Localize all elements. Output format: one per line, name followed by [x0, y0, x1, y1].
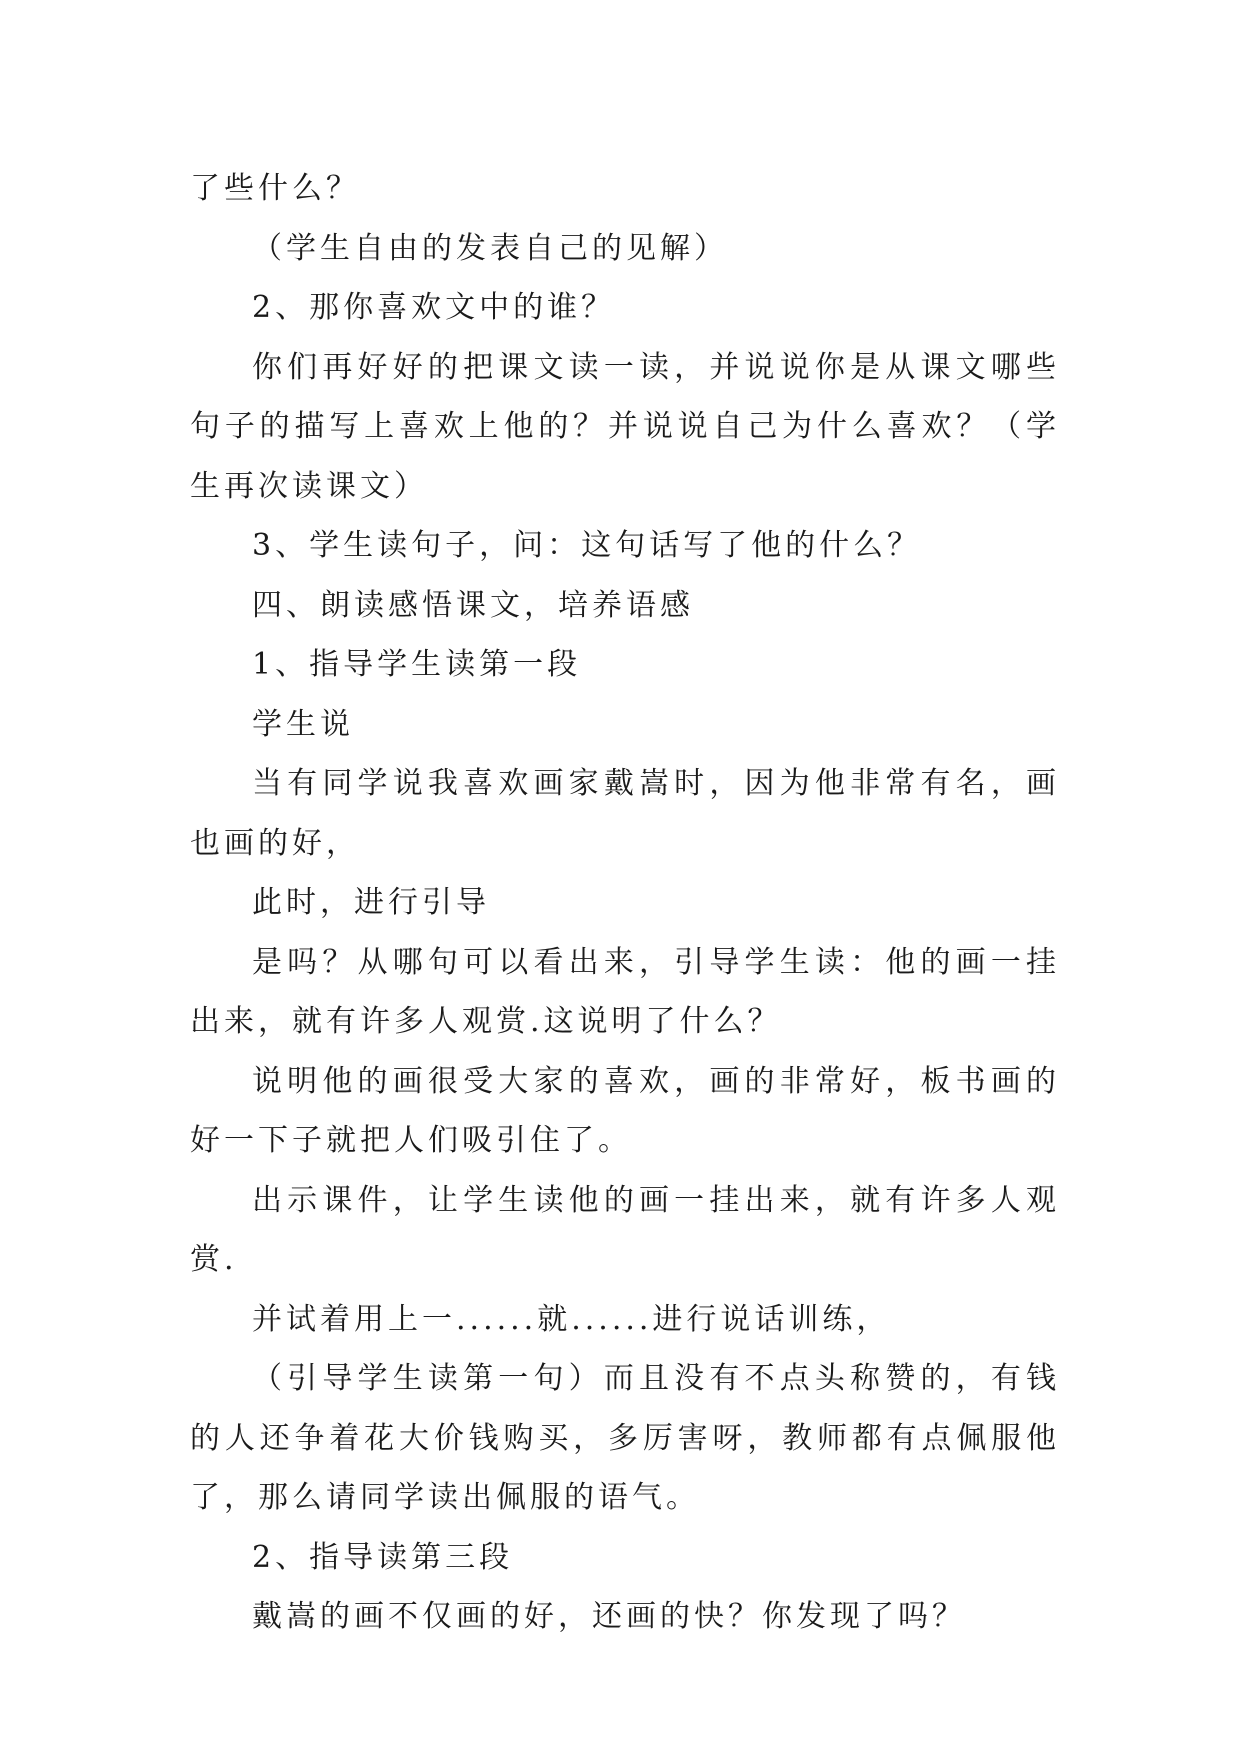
paragraph-3: 2、那你喜欢文中的谁？ [252, 290, 616, 325]
paragraph-14: 并试着用上一......就......进行说话训练， [252, 1301, 891, 1337]
paragraph-1: 了些什么？ [190, 171, 360, 206]
paragraph-11: 是吗？从哪句可以看出来，引导学生读：他的画一挂出来，就有许多人观赏.这说明了什么？ [190, 944, 1060, 1039]
paragraph-4: 你们再好好的把课文读一读，并说说你是从课文哪些句子的描写上喜欢上他的？并说说自己为什么喜欢？（学生再次读课文） [190, 349, 1060, 504]
paragraph-9: 当有同学说我喜欢画家戴嵩时，因为他非常有名，画也画的好， [190, 766, 1060, 861]
paragraph-2: （学生自由的发表自己的见解） [252, 230, 728, 266]
paragraph-16: 2、指导读第三段 [252, 1539, 514, 1575]
document-body [190, 159, 1060, 1647]
paragraph-15: （引导学生读第一句）而且没有不点头称赞的，有钱的人还争着花大价钱购买，多厉害呀，教师都有点佩服他了，那么请同学读出佩服的语气。 [190, 1361, 1060, 1515]
paragraph-7: 1、指导学生读第一段 [252, 647, 582, 682]
paragraph-10: 此时，进行引导 [252, 885, 490, 920]
paragraph-5: 3、学生读句子，问：这句话写了他的什么？ [252, 528, 922, 563]
paragraph-12: 说明他的画很受大家的喜欢，画的非常好，板书画的好一下子就把人们吸引住了。 [190, 1063, 1060, 1158]
section-heading-4: 四、朗读感悟课文，培养语感 [252, 587, 694, 623]
paragraph-13: 出示课件，让学生读他的画一挂出来，就有许多人观赏. [190, 1182, 1060, 1277]
paragraph-17: 戴嵩的画不仅画的好，还画的快？你发现了吗？ [252, 1599, 966, 1634]
paragraph-8: 学生说 [252, 706, 354, 742]
